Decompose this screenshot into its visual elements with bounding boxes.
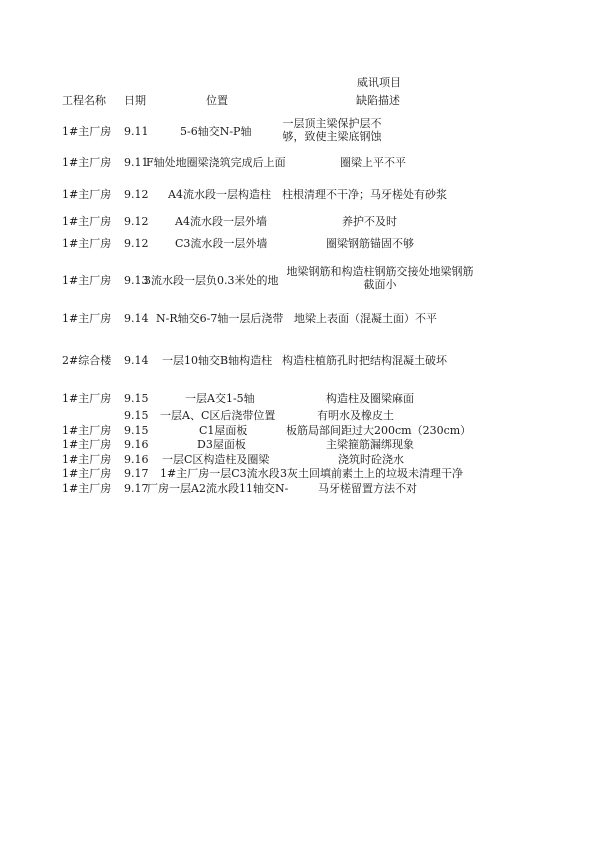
table-row-location: 一层C区构造柱及圈梁 <box>162 453 270 466</box>
table-row-date: 9.12 <box>124 188 149 201</box>
table-row-location: N-R轴交6-7轴一层后浇带 <box>156 312 284 325</box>
table-row-location: 一层A交1-5轴 <box>185 392 255 405</box>
table-row-defect: 浇筑时砼浇水 <box>338 453 404 466</box>
table-row-project: 1#主厂房 <box>62 453 112 466</box>
table-row-defect: 地梁上表面（混凝土面）不平 <box>294 312 437 325</box>
table-row-date: 9.11 <box>124 125 149 138</box>
table-row-project: 1#主厂房 <box>62 237 112 250</box>
table-row-project: 1#主厂房 <box>62 392 112 405</box>
column-header-project: 工程名称 <box>62 94 106 107</box>
table-row-project: 1#主厂房 <box>62 482 112 495</box>
table-row-date: 9.13 <box>124 274 149 287</box>
table-row-location: 一层A、C区后浇带位置 <box>160 409 276 422</box>
table-row-defect: 地梁钢筋和构造柱钢筋交接处地梁钢筋截面小 <box>286 265 474 291</box>
table-row-defect: 柱根清理不干净；马牙槎处有砂浆 <box>282 188 447 201</box>
table-row-date: 9.16 <box>124 453 149 466</box>
table-row-project: 1#主厂房 <box>62 125 112 138</box>
column-header-date: 日期 <box>124 94 146 107</box>
table-row-date: 9.17 <box>124 467 149 480</box>
header-title-line1: 威讯项目 <box>357 76 401 89</box>
table-row-project: 1#主厂房 <box>62 312 112 325</box>
table-row-date: 9.11 <box>124 156 149 169</box>
table-row-location: 厂房一层A2流水段11轴交N- <box>147 482 289 495</box>
table-row-project: 1#主厂房 <box>62 188 112 201</box>
table-row-location: D3屋面板 <box>197 438 246 451</box>
table-row-defect: 板筋局部间距过大200cm（230cm） <box>286 424 472 437</box>
table-row-date: 9.17 <box>124 482 149 495</box>
table-row-date: 9.12 <box>124 215 149 228</box>
table-row-defect: 3灰土回填前素土上的垃圾未清理干净 <box>280 467 463 480</box>
table-row-project: 1#主厂房 <box>62 438 112 451</box>
table-row-location: A4流水段一层构造柱 <box>168 188 271 201</box>
table-row-defect: 马牙槎留置方法不对 <box>318 482 417 495</box>
table-row-project: 1#主厂房 <box>62 467 112 480</box>
table-row-project: 1#主厂房 <box>62 424 112 437</box>
table-row-defect: 一层顶主梁保护层不够，致使主梁底钢蚀 <box>282 117 382 143</box>
table-row-defect: 养护不及时 <box>342 215 397 228</box>
table-row-date: 9.15 <box>124 424 149 437</box>
table-row-location: F轴处地圈梁浇筑完成后上面 <box>146 156 286 169</box>
table-row-date: 9.12 <box>124 237 149 250</box>
table-row-location: 一层10轴交B轴构造柱 <box>162 354 273 367</box>
table-row-location: 3流水段一层负0.3米处的地 <box>144 274 279 287</box>
column-header-location: 位置 <box>206 94 228 107</box>
table-row-defect: 构造柱及圈梁麻面 <box>326 392 414 405</box>
table-row-date: 9.14 <box>124 354 149 367</box>
column-header-defect: 缺陷描述 <box>356 94 400 107</box>
table-row-date: 9.16 <box>124 438 149 451</box>
table-row-location: 5-6轴交N-P轴 <box>180 125 252 138</box>
table-row-location: 1#主厂房一层C3流水段 <box>160 467 280 480</box>
table-row-location: A4流水段一层外墙 <box>175 215 267 228</box>
table-row-project: 1#主厂房 <box>62 274 112 287</box>
table-row-location: C3流水段一层外墙 <box>175 237 268 250</box>
table-row-date: 9.14 <box>124 312 149 325</box>
table-row-project: 1#主厂房 <box>62 215 112 228</box>
table-row-defect: 主梁箍筋漏绑现象 <box>326 438 414 451</box>
table-row-defect: 圈梁钢筋锚固不够 <box>326 237 414 250</box>
table-row-date: 9.15 <box>124 392 149 405</box>
table-row-defect: 构造柱植筋孔时把结构混凝土破坏 <box>282 354 447 367</box>
table-row-date: 9.15 <box>124 409 149 422</box>
table-row-defect: 有明水及橡皮土 <box>317 409 394 422</box>
table-row-project: 1#主厂房 <box>62 156 112 169</box>
table-row-location: C1屋面板 <box>199 424 248 437</box>
table-row-project: 2#综合楼 <box>62 354 112 367</box>
table-row-defect: 圈梁上平不平 <box>340 156 406 169</box>
